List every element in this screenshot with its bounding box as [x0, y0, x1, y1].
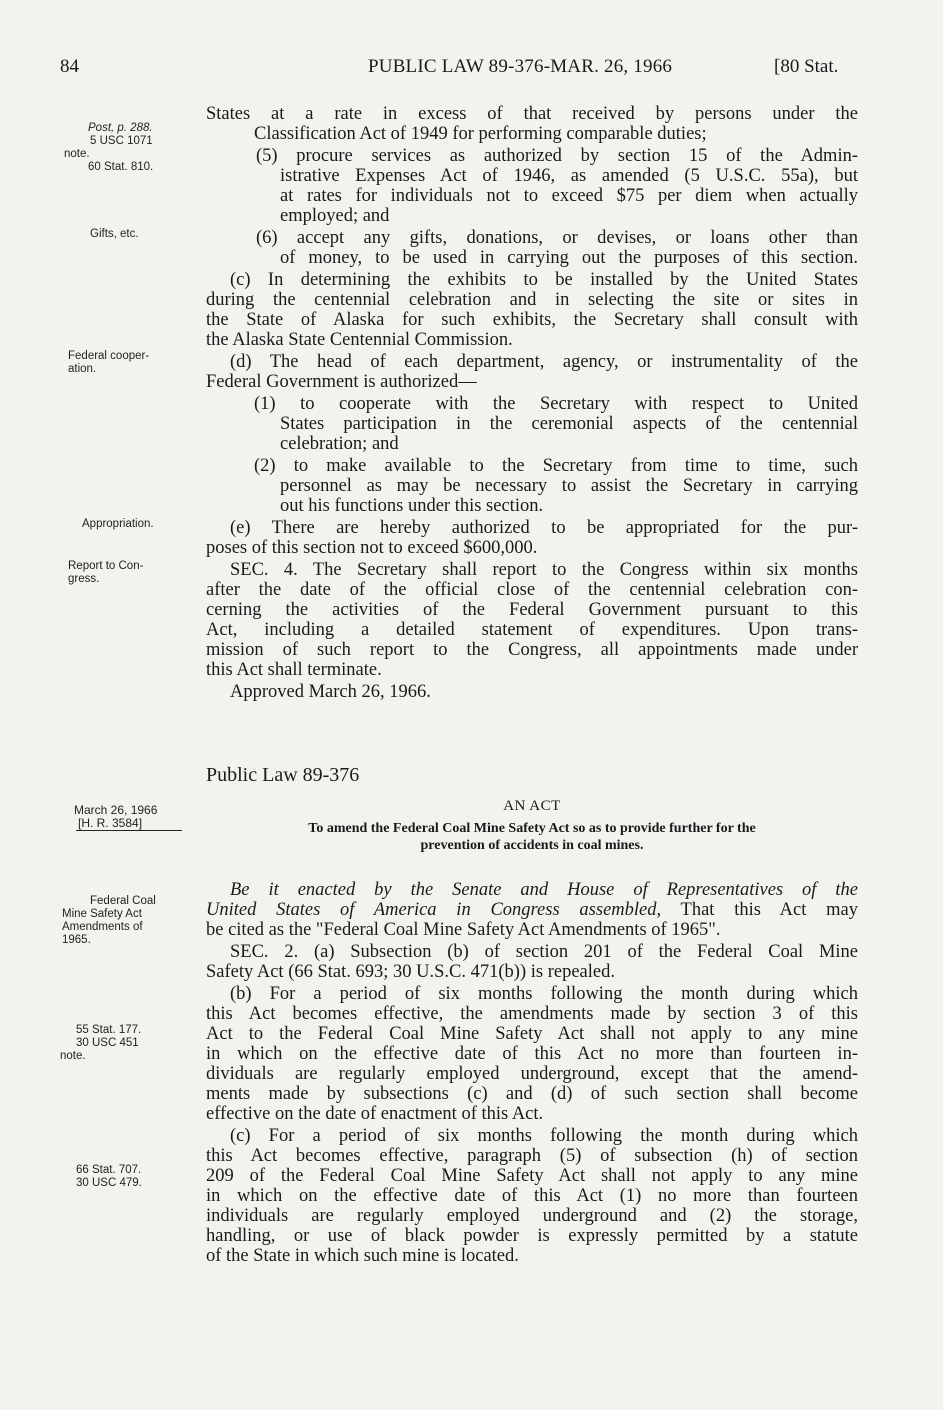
text-line: the State of Alaska for such exhibits, the Secretary shall consult with	[206, 310, 858, 330]
text-line: Federal Government is authorized—	[206, 372, 477, 392]
margin-note-post: Post, p. 288. 5 USC 1071 note. 60 Stat. 810.	[64, 122, 154, 173]
margin-note-appropriation: Appropriation.	[82, 518, 154, 530]
act-purpose-line: To amend the Federal Coal Mine Safety Act so as to provide further for the	[308, 821, 756, 836]
margin-note-66-stat: 66 Stat. 707. 30 USC 479.	[76, 1164, 142, 1189]
volume-reference: [80 Stat.	[774, 56, 839, 77]
text-line: SEC. 4. The Secretary shall report to the Congress within six months	[230, 560, 858, 580]
text-line: (d) The head of each department, agency, or instrumentality of the	[230, 352, 858, 372]
text-line: at rates for individuals not to exceed $75 per diem when actually	[280, 186, 858, 206]
margin-note-short-title: Federal Coal Mine Safety Act Amendments of 1965.	[62, 895, 156, 946]
text-line: ments made by subsections (c) and (d) of such section shall become	[206, 1084, 858, 1104]
margin-rule	[76, 830, 182, 831]
text-line: cerning the activities of the Federal Government pursuant to this	[206, 600, 858, 620]
text-line: (1) to cooperate with the Secretary with respect to United	[254, 394, 858, 414]
text-line: this Act shall terminate.	[206, 660, 382, 680]
margin-note-date: March 26, 1966 [H. R. 3584]	[74, 803, 158, 830]
text-line: individuals are regularly employed underground and (2) the storage,	[206, 1206, 858, 1226]
text-line: of the State in which such mine is located.	[206, 1246, 519, 1266]
text-line: handling, or use of black powder is expressly permitted by a statute	[206, 1226, 858, 1246]
text-line: effective on the date of enactment of this Act.	[206, 1104, 544, 1124]
enacting-clause-line: Be it enacted by the Senate and House of Representatives of the	[230, 880, 858, 900]
text-line: mission of such report to the Congress, all appointments made under	[206, 640, 858, 660]
text-line: the Alaska State Centennial Commission.	[206, 330, 513, 350]
text-line: (e) There are hereby authorized to be appropriated for the pur-	[230, 518, 858, 538]
text-line: (5) procure services as authorized by section 15 of the Admin-	[256, 146, 858, 166]
text-line: during the centennial celebration and in selecting the site or sites in	[206, 290, 858, 310]
text-line: (b) For a period of six months following the month during which	[230, 984, 858, 1004]
text-line: celebration; and	[280, 434, 399, 454]
approval-line: Approved March 26, 1966.	[230, 682, 431, 702]
text-line: (2) to make available to the Secretary from time to time, such	[254, 456, 858, 476]
text-line: this Act becomes effective, the amendments made by section 3 of this	[206, 1004, 858, 1024]
text-line: 209 of the Federal Coal Mine Safety Act shall not apply to any mine	[206, 1166, 858, 1186]
text-line: Safety Act (66 Stat. 693; 30 U.S.C. 471(b)) is repealed.	[206, 962, 615, 982]
public-law-heading: Public Law 89-376	[206, 764, 360, 786]
text-line: in which on the effective date of this Act (1) no more than fourteen	[206, 1186, 858, 1206]
margin-note-report: Report to Con- gress.	[68, 560, 144, 585]
text-line: Act to the Federal Coal Mine Safety Act shall not apply to any mine	[206, 1024, 858, 1044]
text-line: (c) For a period of six months following the month during which	[230, 1126, 858, 1146]
act-purpose-line: prevention of accidents in coal mines.	[420, 838, 644, 853]
text-line: this Act becomes effective, paragraph (5) of subsection (h) of section	[206, 1146, 858, 1166]
text-line: (c) In determining the exhibits to be installed by the United States	[230, 270, 858, 290]
text-line: poses of this section not to exceed $600,000.	[206, 538, 538, 558]
enacting-clause-line: be cited as the "Federal Coal Mine Safety Act Amendments of 1965".	[206, 920, 721, 940]
text-line: personnel as may be necessary to assist the Secretary in carrying	[280, 476, 858, 496]
page-number: 84	[60, 56, 79, 77]
text-line: Classification Act of 1949 for performing comparable duties;	[254, 124, 707, 144]
text-line: States participation in the ceremonial aspects of the centennial	[280, 414, 858, 434]
margin-note-federal-cooperation: Federal cooper- ation.	[68, 350, 150, 375]
text-line: SEC. 2. (a) Subsection (b) of section 201 of the Federal Coal Mine	[230, 942, 858, 962]
text-line: istrative Expenses Act of 1946, as amended (5 U.S.C. 55a), but	[280, 166, 858, 186]
text-line: of money, to be used in carrying out the purposes of this section.	[280, 248, 858, 268]
text-line: States at a rate in excess of that received by persons under the	[206, 104, 858, 124]
text-line: (6) accept any gifts, donations, or devises, or loans other than	[256, 228, 858, 248]
text-line: Act, including a detailed statement of expenditures. Upon trans-	[206, 620, 858, 640]
text-line: after the date of the official close of the centennial celebration con-	[206, 580, 858, 600]
text-line: in which on the effective date of this Act no more than fourteen in-	[206, 1044, 858, 1064]
running-title: PUBLIC LAW 89-376-MAR. 26, 1966	[368, 56, 673, 77]
margin-note-55-stat: 55 Stat. 177. 30 USC 451 note.	[60, 1024, 142, 1062]
text-line: out his functions under this section.	[280, 496, 544, 516]
enacting-clause-line: United States of America in Congress assembled, That this Act may	[206, 900, 858, 920]
text-line: dividuals are regularly employed underground, except that the amend-	[206, 1064, 858, 1084]
margin-note-gifts: Gifts, etc.	[90, 228, 139, 240]
an-act-heading: AN ACT	[503, 798, 561, 814]
text-line: employed; and	[280, 206, 390, 226]
